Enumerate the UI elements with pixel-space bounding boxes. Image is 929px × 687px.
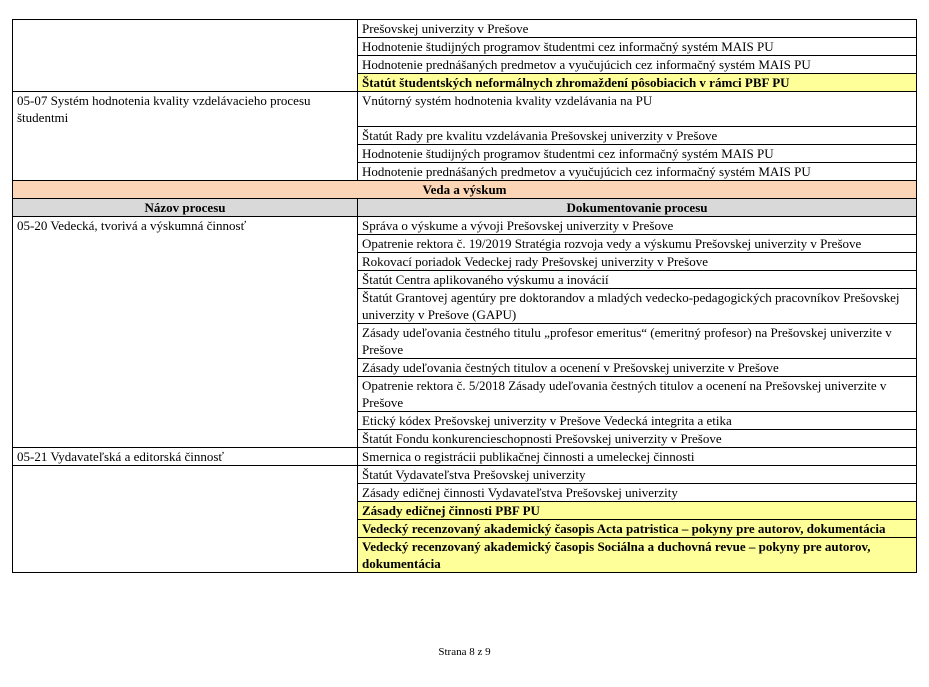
process-name-cell	[13, 429, 358, 447]
doc-cell: Zásady udeľovania čestných titulov a ocenení v Prešovskej univerzite v Prešove	[358, 358, 917, 376]
process-name-cell	[13, 519, 358, 537]
table-row	[13, 519, 917, 537]
table-row	[13, 501, 917, 519]
process-name-cell: 05-20 Vedecká, tvorivá a výskumná činnosť	[13, 216, 358, 234]
doc-cell: Štatút Centra aplikovaného výskumu a inovácií	[358, 270, 917, 288]
table-row	[13, 288, 917, 323]
doc-cell: Hodnotenie prednášaných predmetov a vyučujúcich cez informačný systém MAIS PU	[358, 162, 917, 180]
table-row	[13, 447, 917, 465]
doc-cell-highlighted: Vedecký recenzovaný akademický časopis Sociálna a duchovná revue – pokyny pre autorov, dokumentácia	[358, 537, 917, 572]
doc-cell: Opatrenie rektora č. 19/2019 Stratégia rozvoja vedy a výskumu Prešovskej univerzity v Prešove	[358, 234, 917, 252]
header-row	[13, 198, 917, 216]
doc-cell-highlighted: Zásady edičnej činnosti PBF PU	[358, 501, 917, 519]
doc-cell: Etický kódex Prešovskej univerzity v Prešove Vedecká integrita a etika	[358, 411, 917, 429]
doc-cell: Hodnotenie študijných programov študentmi cez informačný systém MAIS PU	[358, 38, 917, 56]
process-name-cell	[13, 126, 358, 144]
process-name-cell	[13, 288, 358, 323]
process-name-cell	[13, 56, 358, 74]
doc-cell: Prešovskej univerzity v Prešove	[358, 20, 917, 38]
process-name-cell: 05-21 Vydavateľská a editorská činnosť	[13, 447, 358, 465]
doc-cell: Vnútorný systém hodnotenia kvality vzdelávania na PU	[358, 92, 917, 127]
doc-cell: Smernica o registrácii publikačnej činnosti a umeleckej činnosti	[358, 447, 917, 465]
doc-cell-highlighted: Štatút študentských neformálnych zhromaždení pôsobiacich v rámci PBF PU	[358, 74, 917, 92]
table-row	[13, 38, 917, 56]
process-name-cell	[13, 234, 358, 252]
table-row	[13, 234, 917, 252]
table-row	[13, 126, 917, 144]
process-name-cell	[13, 252, 358, 270]
process-name-cell: 05-07 Systém hodnotenia kvality vzdelávacieho procesu študentmi	[13, 92, 358, 127]
table-row	[13, 270, 917, 288]
process-name-cell	[13, 74, 358, 92]
doc-cell: Rokovací poriadok Vedeckej rady Prešovskej univerzity v Prešove	[358, 252, 917, 270]
process-name-cell	[13, 376, 358, 411]
doc-cell: Štatút Vydavateľstva Prešovskej univerzity	[358, 465, 917, 483]
doc-cell: Zásady udeľovania čestného titulu „profesor emeritus“ (emeritný profesor) na Prešovskej univerzite v Prešove	[358, 323, 917, 358]
process-name-cell	[13, 38, 358, 56]
table-row	[13, 537, 917, 572]
table-row	[13, 56, 917, 74]
doc-cell: Štatút Fondu konkurencieschopnosti Prešovskej univerzity v Prešove	[358, 429, 917, 447]
process-name-cell	[13, 144, 358, 162]
table-row	[13, 429, 917, 447]
process-name-cell	[13, 465, 358, 483]
table-row	[13, 20, 917, 38]
section-title: Veda a výskum	[13, 180, 917, 198]
doc-cell: Štatút Grantovej agentúry pre doktorandov a mladých vedecko-pedagogických pracovníkov Prešovskej univerzity v Prešove (GAPU)	[358, 288, 917, 323]
process-name-cell	[13, 358, 358, 376]
process-name-cell	[13, 537, 358, 572]
doc-cell-highlighted: Vedecký recenzovaný akademický časopis Acta patristica – pokyny pre autorov, dokumentácia	[358, 519, 917, 537]
column-header-name: Názov procesu	[13, 198, 358, 216]
process-table	[12, 19, 917, 573]
process-name-cell	[13, 270, 358, 288]
table-row	[13, 144, 917, 162]
table-row	[13, 483, 917, 501]
section-row	[13, 180, 917, 198]
process-name-cell	[13, 323, 358, 358]
table-row	[13, 323, 917, 358]
table-row	[13, 358, 917, 376]
doc-cell: Hodnotenie študijných programov študentmi cez informačný systém MAIS PU	[358, 144, 917, 162]
process-name-cell	[13, 162, 358, 180]
process-name-cell	[13, 501, 358, 519]
column-header-docs: Dokumentovanie procesu	[358, 198, 917, 216]
process-name-cell	[13, 411, 358, 429]
doc-cell: Zásady edičnej činnosti Vydavateľstva Prešovskej univerzity	[358, 483, 917, 501]
table-row	[13, 465, 917, 483]
table-row	[13, 252, 917, 270]
doc-cell: Opatrenie rektora č. 5/2018 Zásady udeľovania čestných titulov a ocenení na Prešovskej univerzite v Prešove	[358, 376, 917, 411]
table-row	[13, 92, 917, 127]
table-row	[13, 411, 917, 429]
table-row	[13, 162, 917, 180]
doc-cell: Štatút Rady pre kvalitu vzdelávania Prešovskej univerzity v Prešove	[358, 126, 917, 144]
doc-cell: Správa o výskume a vývoji Prešovskej univerzity v Prešove	[358, 216, 917, 234]
table-row	[13, 216, 917, 234]
table-row	[13, 74, 917, 92]
table-row	[13, 376, 917, 411]
process-name-cell	[13, 20, 358, 38]
doc-cell: Hodnotenie prednášaných predmetov a vyučujúcich cez informačný systém MAIS PU	[358, 56, 917, 74]
page-number-footer: Strana 8 z 9	[438, 646, 491, 658]
process-name-cell	[13, 483, 358, 501]
